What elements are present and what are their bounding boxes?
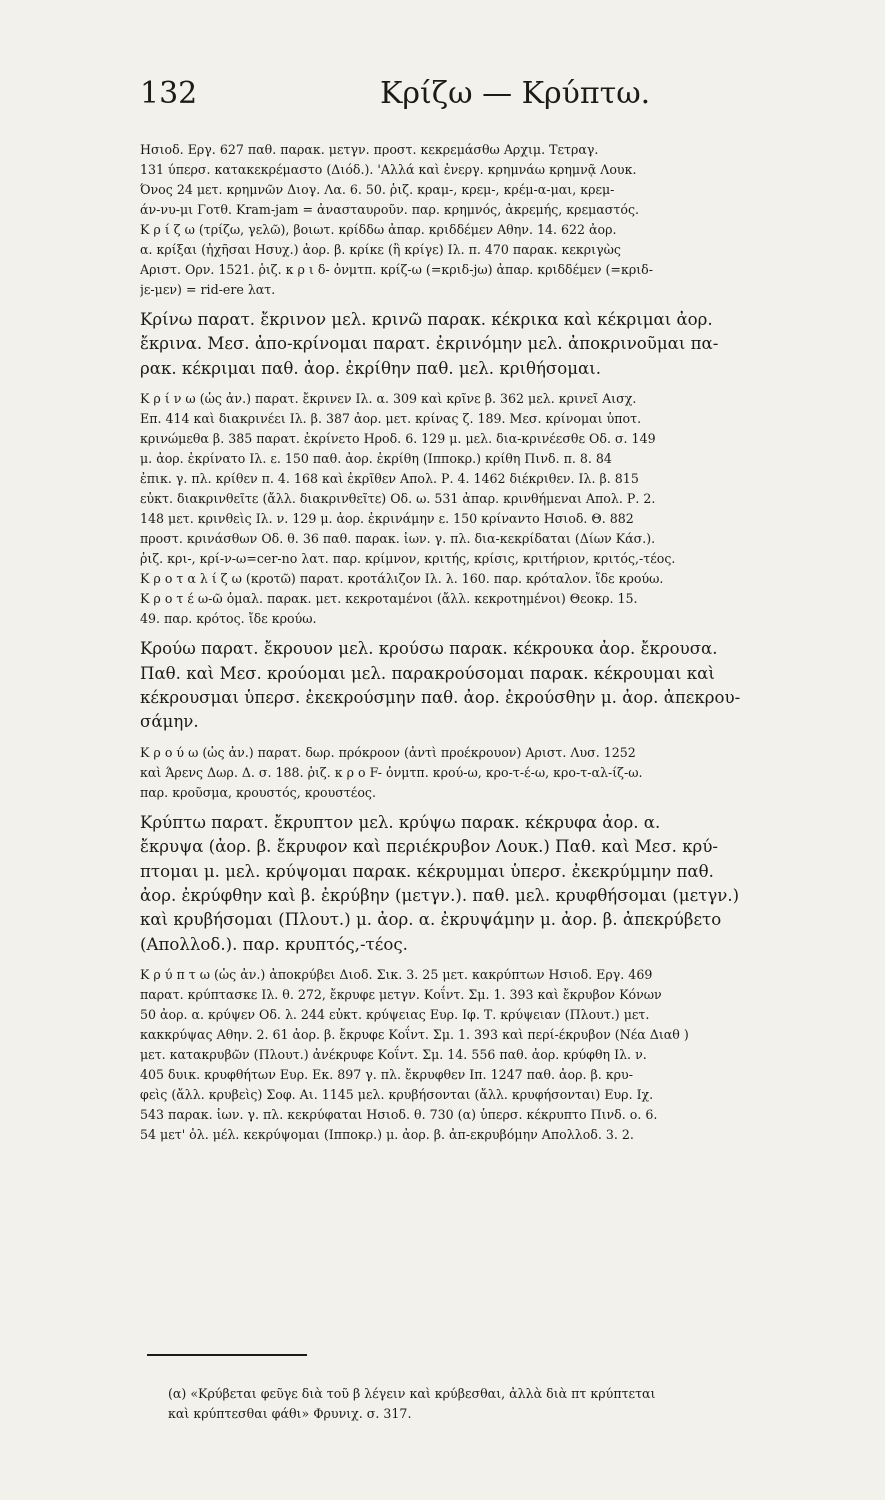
text-line: κρινώμεθα β. 385 παρατ. ἐκρίνετο Ηροδ. 6. 129 μ. μελ. δια-κρινέεσθε Οδ. σ. 149 <box>140 431 656 447</box>
text-line: jε-μεν) = rid-ere λατ. <box>140 282 276 297</box>
text-line: Κρύπτω παρατ. ἔκρυπτον μελ. κρύψω παρακ. κέκρυφα ἀορ. α. <box>140 812 661 832</box>
text-line: 131 ύπερσ. κατακεκρέμαστο (Διόδ.). 'Αλλά καὶ ἐνεργ. κρημνάω κρημνᾷ Λουκ. <box>140 162 637 177</box>
page-number: 132 <box>140 76 198 111</box>
entries-body <box>140 140 758 1145</box>
text-line: ἀορ. ἐκρύφθην καὶ β. ἐκρύβην (μετγν.). παθ. μελ. κρυφθήσομαι (μετγν.) <box>140 886 740 906</box>
text-line: (Απολλοδ.). παρ. κρυπτός,-τέος. <box>140 934 408 954</box>
text-line: προστ. κρινάσθων Οδ. θ. 36 παθ. παρακ. ἰων. γ. πλ. δια-κεκρίδαται (Δίων Κάσ.). <box>140 531 656 547</box>
text-line: μ. ἀορ. ἐκρίνατο Ιλ. ε. 150 παθ. ἀορ. ἐκρίθη (Ιπποκρ.) κρίθη Πινδ. π. 8. 84 <box>140 451 612 467</box>
block-gap <box>140 735 758 743</box>
text-line: πτομαι μ. μελ. κρύψομαι παρακ. κέκρυμμαι ὑπερσ. ἐκεκρύμμην παθ. <box>140 861 714 881</box>
block-gap <box>140 381 758 389</box>
text-line: Όνος 24 μετ. κρημνῶν Διογ. Λα. 6. 50. ῥιζ. κραμ-, κρεμ-, κρέμ-α-μαι, κρεμ- <box>140 182 615 197</box>
text-line: ρακ. κέκριμαι παθ. ἀορ. ἐκρίθην παθ. μελ. κριθήσομαι. <box>140 358 601 378</box>
text-line: Κ ρ ο ύ ω (ὡς ἀν.) παρατ. δωρ. πρόκροον (ἀντὶ προέκρουον) Αριστ. Λυσ. 1252 <box>140 744 636 760</box>
text-line: παρ. κροῦσμα, κρουστός, κρουστέος. <box>140 784 376 800</box>
footnote-line: καὶ κρύπτεσθαι φάθι» Φρυνιχ. σ. 317. <box>168 1406 412 1421</box>
block-gap <box>140 300 758 308</box>
footnote-line: (α) «Κρύβεται φεῦγε διὰ τοῦ β λέγειν καὶ κρύβεσθαι, ἀλλὰ διὰ πτ κρύπτεται <box>168 1386 656 1401</box>
text-line: ῥιζ. κρι-, κρί-ν-ω=cer-no λατ. παρ. κρίμνον, κριτής, κρίσις, κριτήριον, κριτός,-τέος. <box>140 551 676 567</box>
entry-heading-block <box>140 811 758 957</box>
entry-heading-block <box>140 637 758 735</box>
entry-heading-block <box>140 308 758 381</box>
text-line: Κ ρ ί ν ω (ὡς ἀν.) παρατ. ἔκρινεν Ιλ. α. 309 καὶ κρῖνε β. 362 μελ. κρινεῖ Αισχ. <box>140 391 637 407</box>
text-line: Κρούω παρατ. ἔκρουον μελ. κρούσω παρακ. κέκρουκα ἀορ. ἔκρουσα. <box>140 639 718 659</box>
entry-detail-block <box>140 965 758 1145</box>
text-line: Κ ρ ί ζ ω (τρίζω, γελῶ), βοιωτ. κρίδδω ἀπαρ. κριδδέμεν Αθην. 14. 622 ἀορ. <box>140 222 617 237</box>
text-line: 543 παρακ. ἰων. γ. πλ. κεκρύφαται Ησιοδ. θ. 730 (α) ὑπερσ. κέκρυπτο Πινδ. ο. 6. <box>140 1107 658 1123</box>
text-line: φεὶς (ἄλλ. κρυβεὶς) Σοφ. Αι. 1145 μελ. κρυβήσονται (ἄλλ. κρυφήσονται) Ευρ. Ιχ. <box>140 1087 654 1103</box>
footnote <box>168 1384 758 1424</box>
entry-detail-block <box>140 743 758 803</box>
text-line: άν-νυ-μι Γοτθ. Kram-jam = ἀνασταυροῦν. παρ. κρημνός, ἀκρεμής, κρεμαστός. <box>140 202 640 217</box>
text-line: ἐπικ. γ. πλ. κρίθεν π. 4. 168 καὶ ἐκρῖθεν Απολ. Ρ. 4. 1462 διέκριθεν. Ιλ. β. 815 <box>140 471 639 487</box>
text-line: Επ. 414 καὶ διακρινέει Ιλ. β. 387 ἀορ. μετ. κρίνας ζ. 189. Μεσ. κρίνομαι ὑποτ. <box>140 411 642 427</box>
text-line: Αριστ. Ορν. 1521. ῥιζ. κ ρ ι δ- ὀνμτπ. κρίζ-ω (=κριδ-jω) ἀπαρ. κριδδέμεν (=κριδ- <box>140 262 654 277</box>
text-line: 49. παρ. κρότος. ἴδε κρούω. <box>140 611 317 627</box>
text-line: 54 μετ' ὀλ. μέλ. κεκρύψομαι (Ιπποκρ.) μ. ἀορ. β. ἀπ-εκρυβόμην Απολλοδ. 3. 2. <box>140 1127 634 1143</box>
running-title: Κρίζω — Κρύπτω. <box>380 76 651 111</box>
text-line: ἔκρυψα (ἀορ. β. ἔκρυφον καὶ περιέκρυβον Λουκ.) Παθ. καὶ Μεσ. κρύ- <box>140 837 719 857</box>
block-gap <box>140 803 758 811</box>
text-line: καὶ Άρενς Δωρ. Δ. σ. 188. ῥιζ. κ ρ ο F- ὀνμτπ. κρού-ω, κρο-τ-έ-ω, κρο-τ-αλ-ίζ-ω. <box>140 764 643 780</box>
text-line: μετ. κατακρυβῶν (Πλουτ.) ἀνέκρυφε Κοΐντ. Σμ. 14. 556 παθ. ἀορ. κρύφθη Ιλ. ν. <box>140 1047 647 1063</box>
text-line: παρατ. κρύπτασκε Ιλ. θ. 272, ἔκρυφε μετγν. Κοΐντ. Σμ. 1. 393 καὶ ἔκρυβον Κόνων <box>140 987 662 1003</box>
text-line: κακκρύψας Αθην. 2. 61 ἀορ. β. ἔκρυφε Κοΐντ. Σμ. 1. 393 καὶ περί-έκρυβον (Νέα Διαθ ) <box>140 1027 689 1043</box>
page-header <box>140 74 760 124</box>
footnote-rule <box>147 1354 307 1356</box>
text-line: 50 ἀορ. α. κρύψεν Οδ. λ. 244 εὐκτ. κρύψειας Ευρ. Ιφ. Τ. κρύψειαν (Πλουτ.) μετ. <box>140 1007 650 1023</box>
block-gap <box>140 957 758 965</box>
text-line: εὐκτ. διακρινθεῖτε (ἄλλ. διακρινθεῖτε) Οδ. ω. 531 ἀπαρ. κρινθήμεναι Απολ. Ρ. 2. <box>140 491 656 507</box>
text-line: 148 μετ. κρινθεὶς Ιλ. ν. 129 μ. ἀορ. ἐκρινάμην ε. 150 κρίναντο Ησιοδ. Θ. 882 <box>140 511 634 527</box>
block-gap <box>140 629 758 637</box>
text-line: Κρίνω παρατ. ἔκρινον μελ. κρινῶ παρακ. κέκρικα καὶ κέκριμαι ἀορ. <box>140 310 713 329</box>
text-line: καὶ κρυβήσομαι (Πλουτ.) μ. ἀορ. α. ἐκρυψάμην μ. ἀορ. β. ἀπεκρύβετο <box>140 910 722 930</box>
text-line: ἔκρινα. Μεσ. ἀπο-κρίνομαι παρατ. ἐκρινόμην μελ. ἀποκρινοῦμαι πα- <box>140 334 719 354</box>
text-line: 405 δυικ. κρυφθήτων Ευρ. Εκ. 897 γ. πλ. ἔκρυφθεν Ιπ. 1247 παθ. ἀορ. β. κρυ- <box>140 1067 633 1083</box>
text-line: α. κρίξαι (ἠχῆσαι Ησυχ.) ἀορ. β. κρίκε (ἢ κρίγε) Ιλ. π. 470 παρακ. κεκριγὼς <box>140 242 621 257</box>
text-line: Παθ. καὶ Μεσ. κρούομαι μελ. παρακρούσομαι παρακ. κέκρουμαι καὶ <box>140 663 715 683</box>
text-line: Κ ρ ο τ έ ω-ῶ ὁμαλ. παρακ. μετ. κεκροταμένοι (ἄλλ. κεκροτημένοι) Θεοκρ. 15. <box>140 591 638 607</box>
text-line: Κ ρ ύ π τ ω (ὡς ἀν.) ἀποκρύβει Διοδ. Σικ. 3. 25 μετ. κακρύπτων Ησιοδ. Εργ. 469 <box>140 967 653 983</box>
text-line: Κ ρ ο τ α λ ί ζ ω (κροτῶ) παρατ. κροτάλιζον Ιλ. λ. 160. παρ. κρόταλον. ἴδε κρούω. <box>140 571 664 587</box>
text-line: κέκρουσμαι ὑπερσ. ἐκεκρούσμην παθ. ἀορ. ἐκρούσθην μ. ἀορ. ἀπεκρου- <box>140 688 741 708</box>
text-line: σάμην. <box>140 712 199 732</box>
entry-detail-block <box>140 140 758 300</box>
entry-detail-block <box>140 389 758 629</box>
text-line: Ησιοδ. Εργ. 627 παθ. παρακ. μετγν. προστ. κεκρεμάσθω Αρχιμ. Τετραγ. <box>140 142 599 157</box>
